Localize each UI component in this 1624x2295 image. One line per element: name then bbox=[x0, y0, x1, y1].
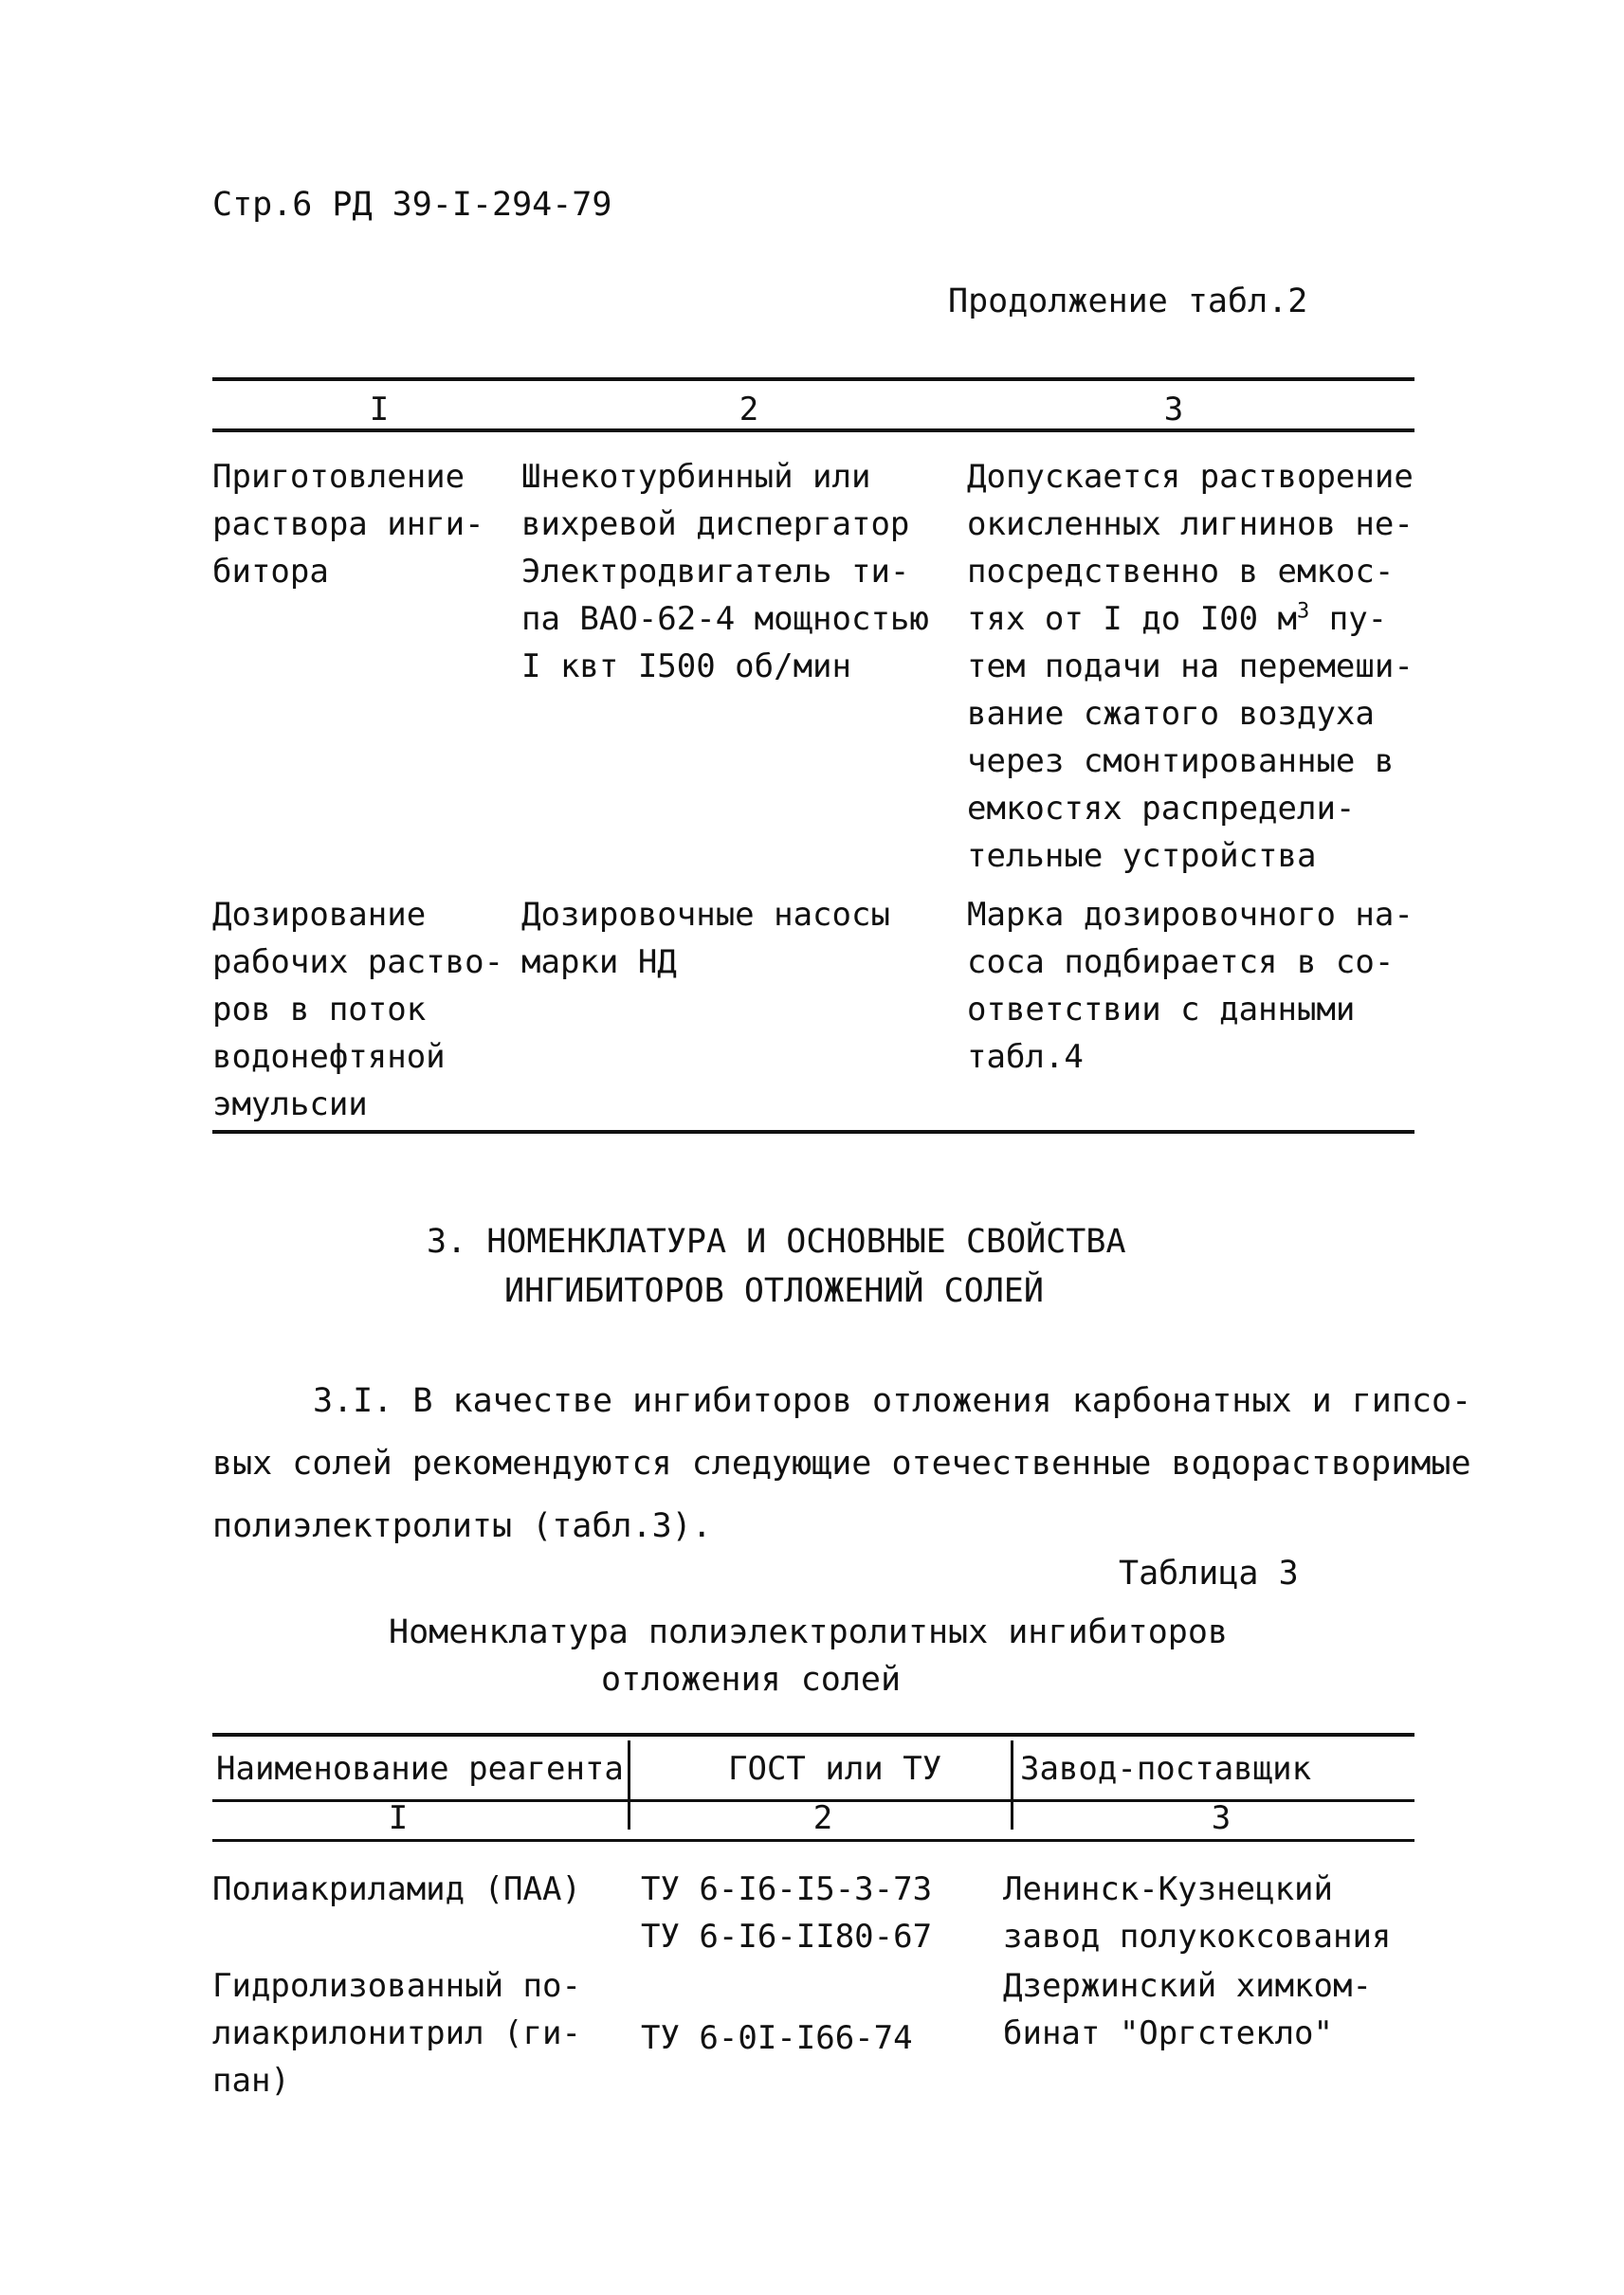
table2-top-rule bbox=[212, 377, 1414, 381]
table2-row1-col1: Приготовление раствора инги- битора bbox=[212, 458, 484, 591]
table3-title-line1: Номенклатура полиэлектролитных ингибиторов bbox=[389, 1613, 1229, 1651]
section-heading-line2: ИНГИБИТОРОВ ОТЛОЖЕНИЙ СОЛЕЙ bbox=[504, 1272, 1044, 1310]
table2-header-rule bbox=[212, 428, 1414, 432]
table3-colnum-3: 3 bbox=[1211, 1799, 1232, 1837]
table2-row2-col2: Дозировочные насосы марки НД bbox=[521, 896, 890, 981]
page-header: Стр.6 РД 39-I-294-79 bbox=[212, 186, 612, 224]
table3-row1-col1: Полиакриламид (ПАА) bbox=[212, 1870, 581, 1908]
table2-row2-col1: Дозирование рабочих раство- ров в поток водонефтяной эмульсии bbox=[212, 896, 504, 1123]
table3-top-rule bbox=[212, 1733, 1414, 1737]
section-heading-line1: 3. НОМЕНКЛАТУРА И ОСНОВНЫЕ СВОЙСТВА bbox=[427, 1223, 1126, 1261]
table3-header-divider-2 bbox=[1011, 1740, 1013, 1830]
table3-row2-col3: Дзержинский химком- бинат "Оргстекло" bbox=[1003, 1967, 1372, 2052]
table3-row2-col1: Гидролизованный по- лиакрилонитрил (ги- пан) bbox=[212, 1967, 581, 2100]
table-continuation-label: Продолжение табл.2 bbox=[948, 282, 1308, 320]
table2-row1-col2: Шнекотурбинный или вихревой диспергатор Электродвигатель ти- па ВАО-62-4 мощностью I квт I500 об/мин bbox=[521, 458, 929, 685]
paragraph-line3: полиэлектролиты (табл.3). bbox=[212, 1507, 712, 1545]
table3-header-col1: Наименование реагента bbox=[216, 1750, 624, 1788]
table3-title-line2: отложения солей bbox=[601, 1661, 902, 1699]
table2-colnum-1: I bbox=[369, 391, 390, 428]
table3-row2-col2: ТУ 6-0I-I66-74 bbox=[641, 2019, 913, 2057]
paragraph-line1: 3.I. В качестве ингибиторов отложения карбонатных и гипсо- bbox=[313, 1382, 1472, 1420]
paragraph-line2: вых солей рекомендуются следующие отечественные водорастворимые bbox=[212, 1445, 1471, 1483]
table3-colnum-rule bbox=[212, 1839, 1414, 1842]
table3-row1-col3: Ленинск-Кузнецкий завод полукоксования bbox=[1003, 1870, 1392, 1956]
table3-header-divider-1 bbox=[628, 1740, 630, 1830]
table2-bottom-rule bbox=[212, 1130, 1414, 1134]
table2-colnum-3: 3 bbox=[1163, 391, 1184, 428]
table2-row1-col3: Допускается растворение окисленных лигнинов не- посредственно в емкос- тях от I до I00 $м^3$ пу- тем подачи на перемеши- вание сжатого воздуха через смонтированные в емкостях распредели- тельные устройства bbox=[967, 458, 1414, 875]
table2-colnum-2: 2 bbox=[739, 391, 759, 428]
table3-header-col2: ГОСТ или ТУ bbox=[728, 1750, 942, 1788]
table3-colnum-1: I bbox=[388, 1799, 409, 1837]
table3-colnum-2: 2 bbox=[812, 1799, 833, 1837]
table3-row1-col2: ТУ 6-I6-I5-3-73 ТУ 6-I6-II80-67 bbox=[641, 1870, 933, 1956]
table3-label: Таблица 3 bbox=[1119, 1555, 1299, 1593]
table2-row2-col3: Марка дозировочного на- соса подбирается в со- ответствии с данными табл.4 bbox=[967, 896, 1414, 1076]
table3-header-col3: Завод-поставщик bbox=[1020, 1750, 1312, 1788]
